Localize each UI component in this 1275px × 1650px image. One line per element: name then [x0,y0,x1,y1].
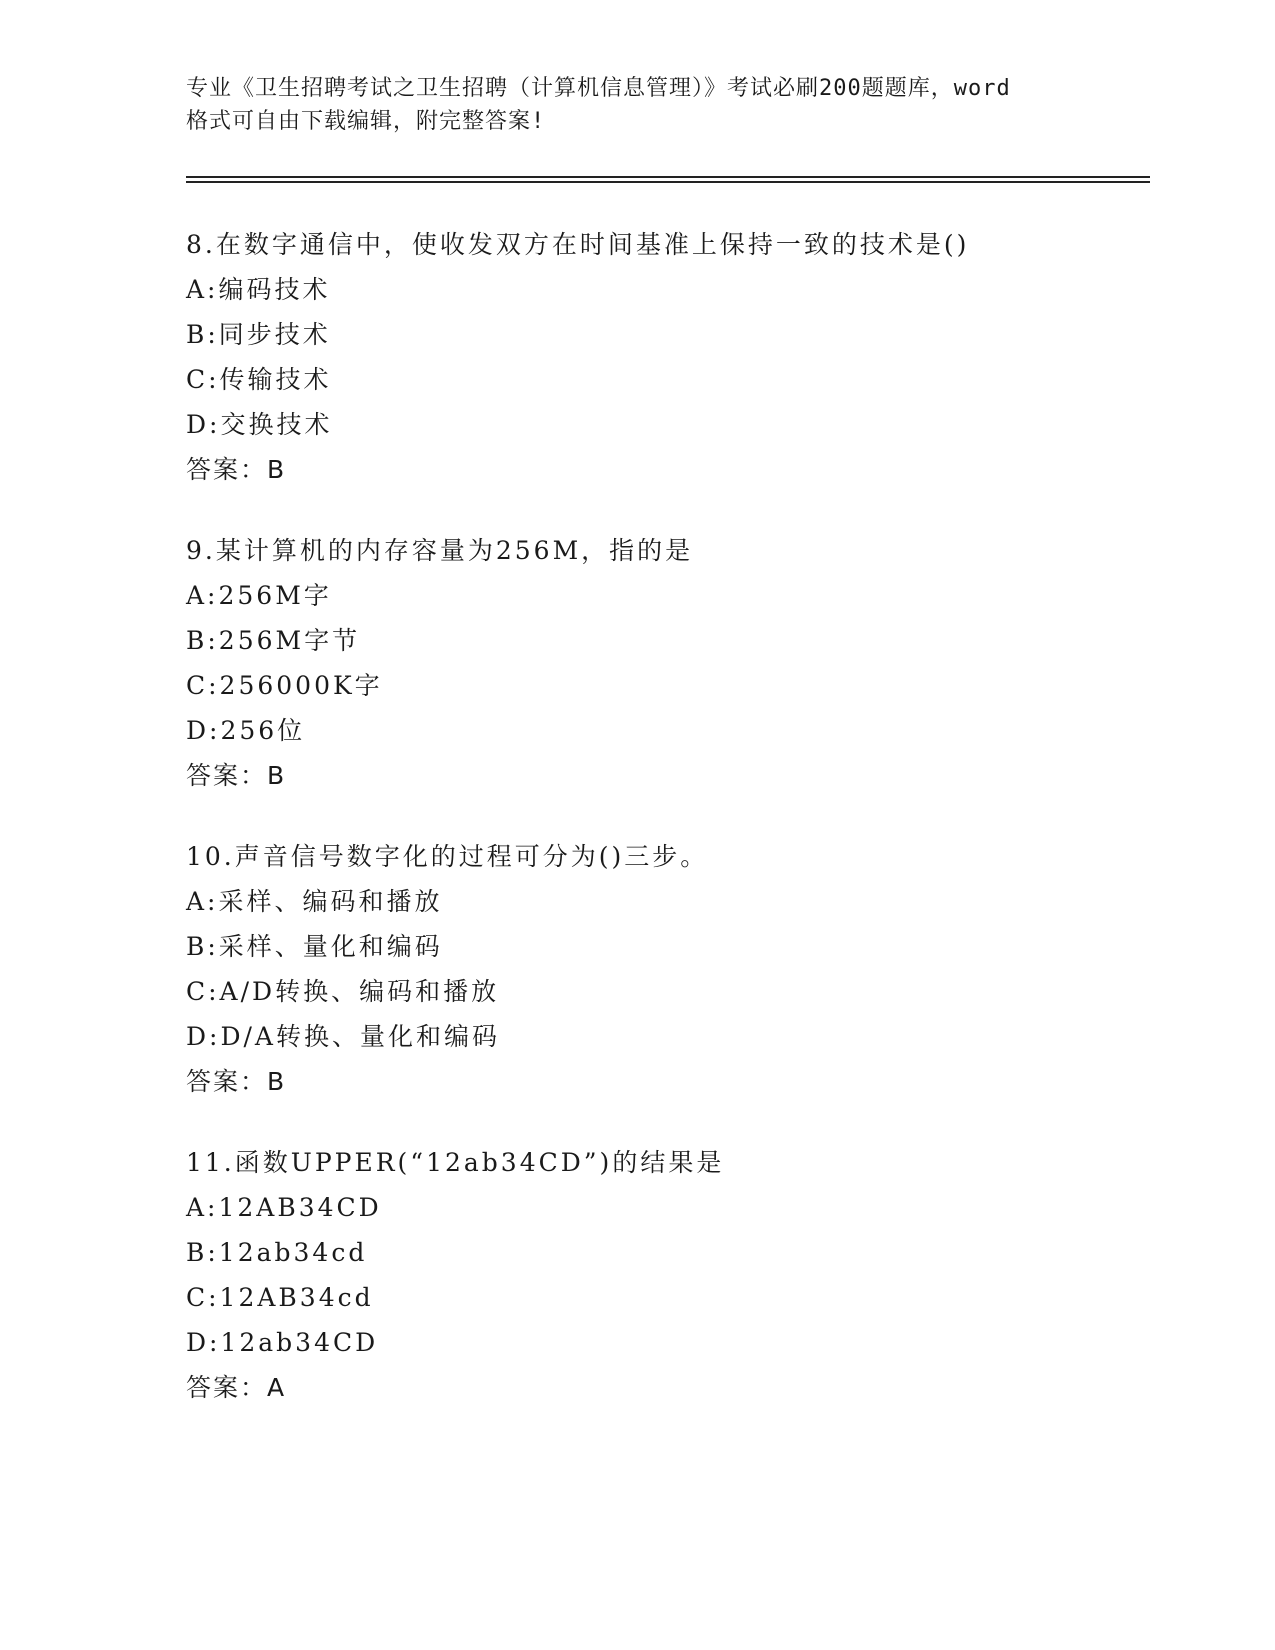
option-a: A:256M字 [186,581,332,610]
option-a: A:编码技术 [186,275,331,304]
option-d: D:D/A转换、量化和编码 [186,1022,500,1051]
option-b: B:12ab34cd [186,1238,368,1267]
question-10 [186,834,1146,1104]
question-11 [186,1140,1146,1410]
answer: 答案：A [186,1373,287,1402]
question-list [186,222,1146,1446]
answer: 答案：B [186,455,287,484]
header-line-2: 格式可自由下载编辑，附完整答案! [186,109,546,134]
option-c: C:12AB34cd [186,1283,374,1312]
option-d: D:256位 [186,716,306,745]
option-a: A:12AB34CD [186,1193,382,1222]
question-9 [186,528,1146,798]
question-title: 8.在数字通信中，使收发双方在时间基准上保持一致的技术是() [186,230,970,259]
option-d: D:交换技术 [186,410,333,439]
option-b: B:256M字节 [186,626,361,655]
answer: 答案：B [186,1067,287,1096]
option-c: C:传输技术 [186,365,332,394]
option-b: B:同步技术 [186,320,331,349]
answer: 答案：B [186,761,287,790]
option-b: B:采样、量化和编码 [186,932,443,961]
question-8 [186,222,1146,492]
header-line-1: 专业《卫生招聘考试之卫生招聘（计算机信息管理）》考试必刷200题题库，word [186,76,1011,101]
question-title: 11.函数UPPER(“12ab34CD”)的结果是 [186,1148,725,1177]
option-a: A:采样、编码和播放 [186,887,443,916]
header-divider-top [186,176,1150,178]
option-d: D:12ab34CD [186,1328,379,1357]
document-header [186,72,1086,138]
question-title: 10.声音信号数字化的过程可分为()三步。 [186,842,709,871]
question-title: 9.某计算机的内存容量为256M，指的是 [186,536,694,565]
option-c: C:A/D转换、编码和播放 [186,977,500,1006]
header-divider-bottom [186,181,1150,183]
option-c: C:256000K字 [186,671,383,700]
